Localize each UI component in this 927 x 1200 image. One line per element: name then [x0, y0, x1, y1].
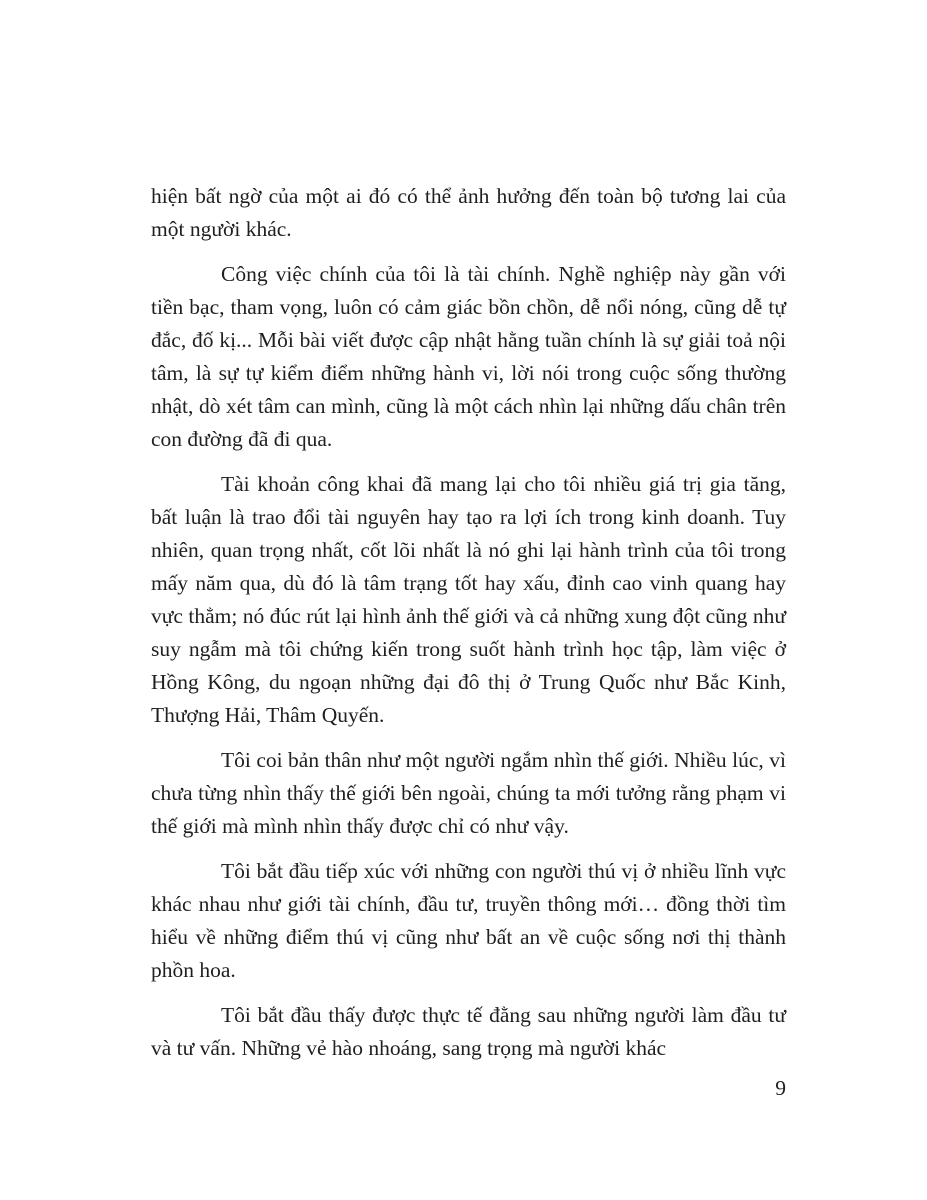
- paragraph: Tôi bắt đầu thấy được thực tế đằng sau những người làm đầu tư và tư vấn. Những vẻ hào nhoáng, sang trọng mà người khác: [151, 1003, 786, 1060]
- paragraph: Tôi coi bản thân như một người ngắm nhìn thế giới. Nhiều lúc, vì chưa từng nhìn thấy thế giới bên ngoài, chúng ta mới tưởng rằng phạm vi thế giới mà mình nhìn thấy được chỉ có như vậy.: [151, 748, 786, 838]
- paragraph: Công việc chính của tôi là tài chính. Nghề nghiệp này gần với tiền bạc, tham vọng, luôn có cảm giác bồn chồn, dễ nổi nóng, cũng dễ tự đắc, đố kị... Mỗi bài viết được cập nhật hằng tuần chính là sự giải toả nội tâm, là sự tự kiểm điểm những hành vi, lời nói trong cuộc sống thường nhật, dò xét tâm can mình, cũng là một cách nhìn lại những dấu chân trên con đường đã đi qua.: [151, 262, 786, 451]
- paragraph: Tài khoản công khai đã mang lại cho tôi nhiều giá trị gia tăng, bất luận là trao đổi tài nguyên hay tạo ra lợi ích trong kinh doanh. Tuy nhiên, quan trọng nhất, cốt lõi nhất là nó ghi lại hành trình của tôi trong mấy năm qua, dù đó là tâm trạng tốt hay xấu, đỉnh cao vinh quang hay vực thẳm; nó đúc rút lại hình ảnh thế giới và cả những xung đột cũng như suy ngẫm mà tôi chứng kiến trong suốt hành trình học tập, làm việc ở Hồng Kông, du ngoạn những đại đô thị ở Trung Quốc như Bắc Kinh, Thượng Hải, Thâm Quyến.: [151, 472, 786, 727]
- text-block: [151, 180, 786, 1065]
- paragraph: Tôi bắt đầu tiếp xúc với những con người thú vị ở nhiều lĩnh vực khác nhau như giới tài chính, đầu tư, truyền thông mới… đồng thời tìm hiểu về những điểm thú vị cũng như bất an về cuộc sống nơi thị thành phồn hoa.: [151, 859, 786, 982]
- page-number: 9: [775, 1076, 786, 1100]
- paragraph: hiện bất ngờ của một ai đó có thể ảnh hưởng đến toàn bộ tương lai của một người khác.: [151, 184, 786, 241]
